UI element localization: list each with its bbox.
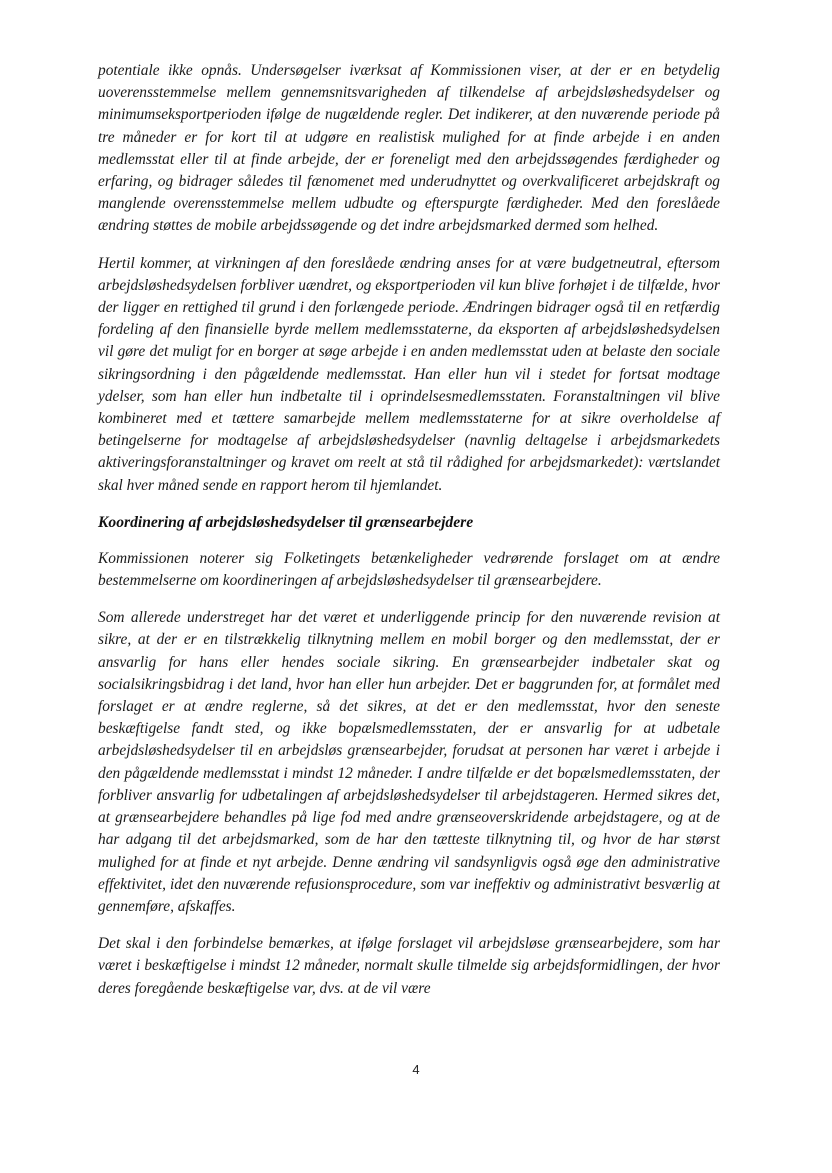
section-heading: Koordinering af arbejdsløshedsydelser til grænsearbejdere (98, 513, 474, 531)
paragraph-export-period: potentiale ikke opnås. Undersøgelser iværksat af Kommissionen viser, at der er en betydelig uoverensstemmelse mellem gennemsnitsvarigheden af tilkendelse af arbejdsløshedsydelser og minimumseksportperioden ifølge de nugældende regler. Det indikerer, at den nuværende periode på tre måneder er for kort til at udgøre en realistisk mulighed for at finde arbejde i en anden medlemsstat eller til at finde arbejde, der er foreneligt med den arbejdssøgendes færdigheder og erfaring, og bidrager således til fænomenet med underudnyttet og overkvalificeret arbejdskraft og manglende overensstemmelse mellem udbudte og efterspurgte færdigheder. Med den foreslåede ændring støttes de mobile arbejdssøgende og det indre arbejdsmarked dermed som helhed. (98, 62, 720, 235)
paragraph-registration-note: Det skal i den forbindelse bemærkes, at ifølge forslaget vil arbejdsløse grænsearbejdere, som har været i beskæftigelse i mindst 12 måneder, normalt skulle tilmelde sig arbejdsformidlingen, der hvor deres foregående beskæftigelse var, dvs. at de vil være (98, 935, 720, 997)
paragraph-underlying-principle: Som allerede understreget har det været et underliggende princip for den nuværende revision at sikre, at der er en tilstrækkelig tilknytning mellem en mobil borger og den medlemsstat, der er ansvarlig for hans eller hendes sociale sikring. En grænsearbejder indbetaler skat og socialsikringsbidrag i det land, hvor han eller hun arbejder. Det er baggrunden for, at formålet med forslaget er at ændre reglerne, så det sikres, at det er den medlemsstat, hvor den seneste beskæftigelse fandt sted, og ikke bopælsmedlemsstaten, der er ansvarlig for at udbetale arbejdsløshedsydelser til en arbejdsløs grænsearbejder, forudsat at personen har været i arbejde i den pågældende medlemsstat i mindst 12 måneder. I andre tilfælde er det bopælsmedlemsstaten, der forbliver ansvarlig for udbetalingen af arbejdsløshedsydelser til arbejdstageren. Hermed sikres det, at grænsearbejdere behandles på lige fod med andre grænseoverskridende arbejdstagere, og at de har adgang til det arbejdsmarked, som de har den tætteste tilknytning til, og hvor de har størst mulighed for at finde et nyt arbejde. Denne ændring vil sandsynligvis også øge den administrative effektivitet, idet den nuværende refusionsprocedure, som var ineffektiv og administrativt besværlig at gennemføre, afskaffes. (98, 609, 720, 915)
page-number: 4 (412, 1062, 420, 1077)
document-page (98, 60, 720, 1015)
paragraph-folketing-concerns: Kommissionen noterer sig Folketingets betænkeligheder vedrørende forslaget om at ændre bestemmelserne om koordineringen af arbejdsløshedsydelser til grænsearbejdere. (98, 549, 720, 590)
paragraph-budget-neutral: Hertil kommer, at virkningen af den foreslåede ændring anses for at være budgetneutral, eftersom arbejdsløshedsydelsen forbliver uændret, og eksportperioden vil kun blive forhøjet i de tilfælde, hvor der ligger en rettighed til grund i den forlængede periode. Ændringen bidrager også til en retfærdig fordeling af den finansielle byrde mellem medlemsstaterne, da eksporten af arbejdsløshedsydelsen vil gøre det muligt for en borger at søge arbejde i en anden medlemsstat uden at belaste den sociale sikringsordning i den pågældende medlemsstat. Han eller hun vil i stedet for fortsat modtage ydelser, som han eller hun indbetalte til i oprindelsesmedlemsstaten. Foranstaltningen vil blive kombineret med et tættere samarbejde mellem medlemsstaterne for at sikre overholdelse af betingelserne for modtagelse af arbejdsløshedsydelser (navnlig deltagelse i arbejdsmarkedets aktiveringsforanstaltninger og kravet om reelt at stå til rådighed for arbejdsmarkedet): værtslandet skal hver måned sende en rapport herom til hjemlandet. (98, 254, 720, 494)
